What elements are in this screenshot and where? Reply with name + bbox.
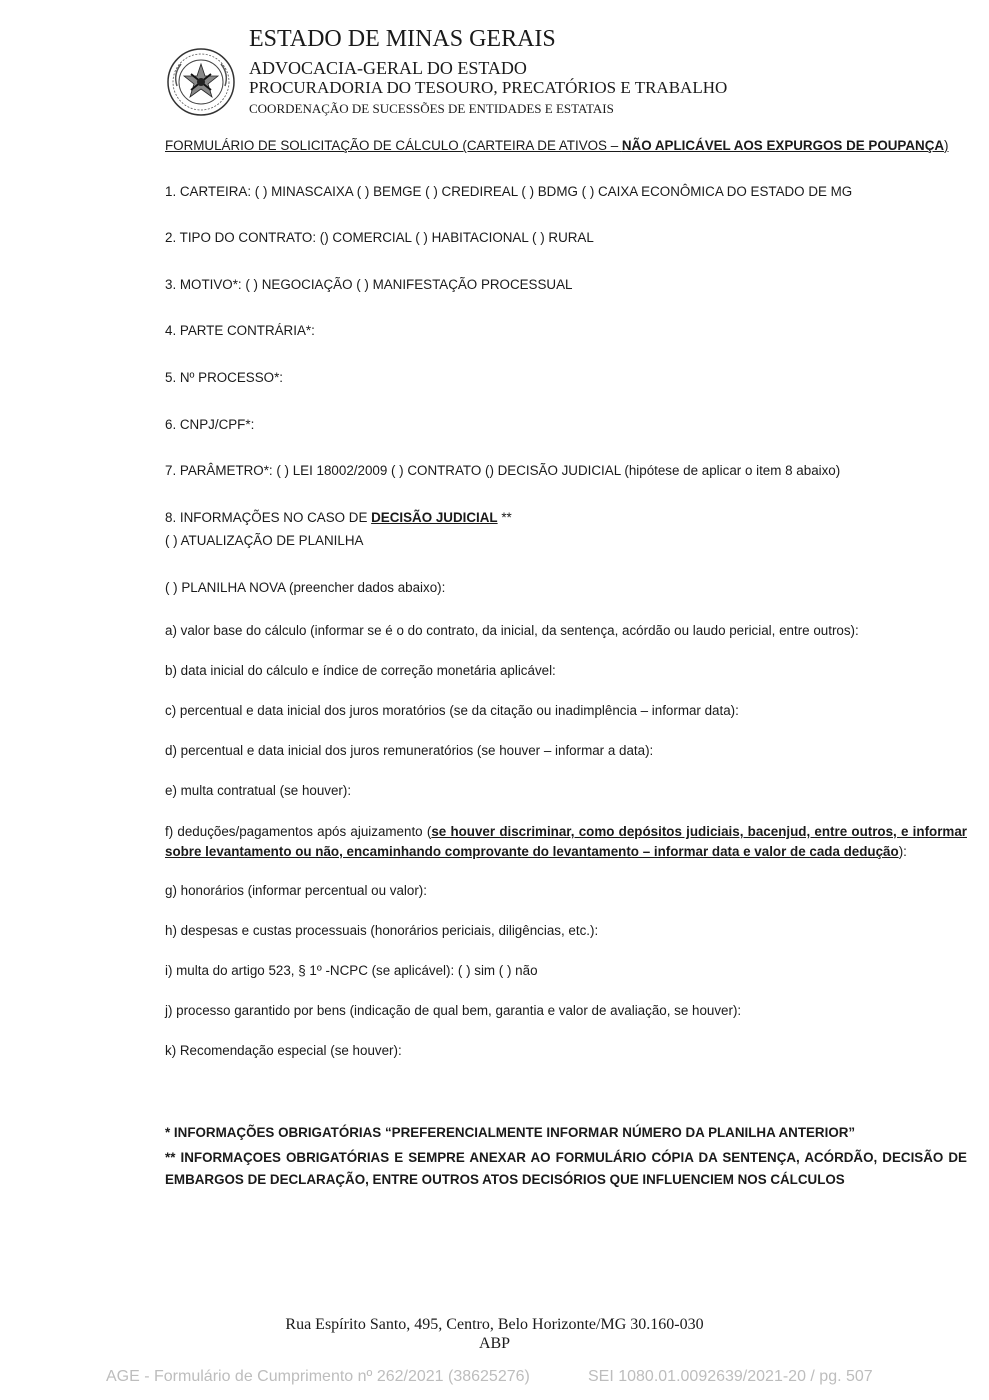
field-j-processo-garantido: j) processo garantido por bens (indicação de qual bem, garantia e valor de avaliação, se houver):	[165, 1003, 742, 1018]
item-informacoes-decisao	[165, 510, 512, 525]
item8-bold: DECISÃO JUDICIAL	[371, 510, 498, 525]
minas-gerais-seal-icon	[165, 46, 237, 118]
form-title-bold: NÃO APLICÁVEL AOS EXPURGOS DE POUPANÇA	[621, 138, 945, 153]
item-processo: 5. Nº PROCESSO*:	[165, 370, 283, 385]
note-obrigatorias-1: * INFORMAÇÕES OBRIGATÓRIAS “PREFERENCIALMENTE INFORMAR NÚMERO DA PLANILHA ANTERIOR”	[165, 1125, 856, 1140]
field-k-recomendacao: k) Recomendação especial (se houver):	[165, 1043, 402, 1058]
field-i-multa-artigo: i) multa do artigo 523, § 1º -NCPC (se aplicável): ( ) sim ( ) não	[165, 963, 538, 978]
item-parametro: 7. PARÂMETRO*: ( ) LEI 18002/2009 ( ) CONTRATO () DECISÃO JUDICIAL (hipótese de aplicar o item 8 abaixo)	[165, 463, 841, 478]
field-f-prefix: f) deduções/pagamentos após ajuizamento (	[165, 824, 432, 839]
footer-initials: ABP	[478, 1335, 511, 1352]
field-f-suffix: ):	[898, 844, 907, 859]
field-f-deducoes	[165, 822, 967, 862]
header-office: PROCURADORIA DO TESOURO, PRECATÓRIOS E TRABALHO	[249, 78, 728, 97]
footer-address: Rua Espírito Santo, 495, Centro, Belo Horizonte/MG 30.160-030	[285, 1316, 704, 1333]
field-c-juros-moratorios: c) percentual e data inicial dos juros moratórios (se da citação ou inadimplência – informar data):	[165, 703, 739, 718]
header-state: ESTADO DE MINAS GERAIS	[249, 26, 556, 52]
header-agency: ADVOCACIA-GERAL DO ESTADO	[249, 58, 527, 78]
field-e-multa-contratual: e) multa contratual (se houver):	[165, 783, 352, 798]
item8-prefix: 8. INFORMAÇÕES NO CASO DE	[165, 510, 372, 525]
item-carteira: 1. CARTEIRA: ( ) MINASCAIXA ( ) BEMGE ( ) CREDIREAL ( ) BDMG ( ) CAIXA ECONÔMICA DO ESTADO DE MG	[165, 184, 853, 199]
document-stamp-left: AGE - Formulário de Cumprimento nº 262/2021 (38625276)	[106, 1368, 530, 1385]
item-parte-contraria: 4. PARTE CONTRÁRIA*:	[165, 323, 315, 338]
header-coordination: COORDENAÇÃO DE SUCESSÕES DE ENTIDADES E ESTATAIS	[249, 101, 614, 116]
form-title-suffix: )	[944, 138, 949, 153]
field-f-bold: se houver discriminar, como depósitos judiciais, bacenjud, entre outros, e informar sobre levantamento ou não, encaminhando comprovante do levantamento – informar data e valor de cada dedução	[165, 824, 967, 859]
field-d-juros-remuneratorios: d) percentual e data inicial dos juros remuneratórios (se houver – informar a data):	[165, 743, 654, 758]
item-cnpj-cpf: 6. CNPJ/CPF*:	[165, 417, 255, 432]
item-motivo: 3. MOTIVO*: ( ) NEGOCIAÇÃO ( ) MANIFESTAÇÃO PROCESSUAL	[165, 277, 573, 292]
note-obrigatorias-2: ** INFORMAÇOES OBRIGATÓRIAS E SEMPRE ANEXAR AO FORMULÁRIO CÓPIA DA SENTENÇA, ACÓRDÃO, DECISÃO DE EMBARGOS DE DECLARAÇÃO, ENTRE OUTROS ATOS DECISÓRIOS QUE INFLUENCIEM NOS CÁLCULOS	[165, 1150, 967, 1187]
item8-suffix: **	[497, 510, 512, 525]
document-stamp-right: SEI 1080.01.0092639/2021-20 / pg. 507	[588, 1368, 873, 1385]
field-b-data-inicial: b) data inicial do cálculo e índice de correção monetária aplicável:	[165, 663, 556, 678]
field-h-despesas: h) despesas e custas processuais (honorários periciais, diligências, etc.):	[165, 923, 599, 938]
form-title-prefix: FORMULÁRIO DE SOLICITAÇÃO DE CÁLCULO (CARTEIRA DE ATIVOS –	[165, 138, 622, 153]
item-tipo-contrato: 2. TIPO DO CONTRATO: () COMERCIAL ( ) HABITACIONAL ( ) RURAL	[165, 230, 594, 245]
field-a-valor-base: a) valor base do cálculo (informar se é o do contrato, da inicial, da sentença, acórdão ou laudo pericial, entre outros):	[165, 623, 859, 638]
option-planilha-nova: ( ) PLANILHA NOVA (preencher dados abaixo):	[165, 580, 446, 595]
form-title	[165, 138, 949, 153]
option-atualizacao-planilha: ( ) ATUALIZAÇÃO DE PLANILHA	[165, 533, 364, 548]
field-g-honorarios: g) honorários (informar percentual ou valor):	[165, 883, 427, 898]
